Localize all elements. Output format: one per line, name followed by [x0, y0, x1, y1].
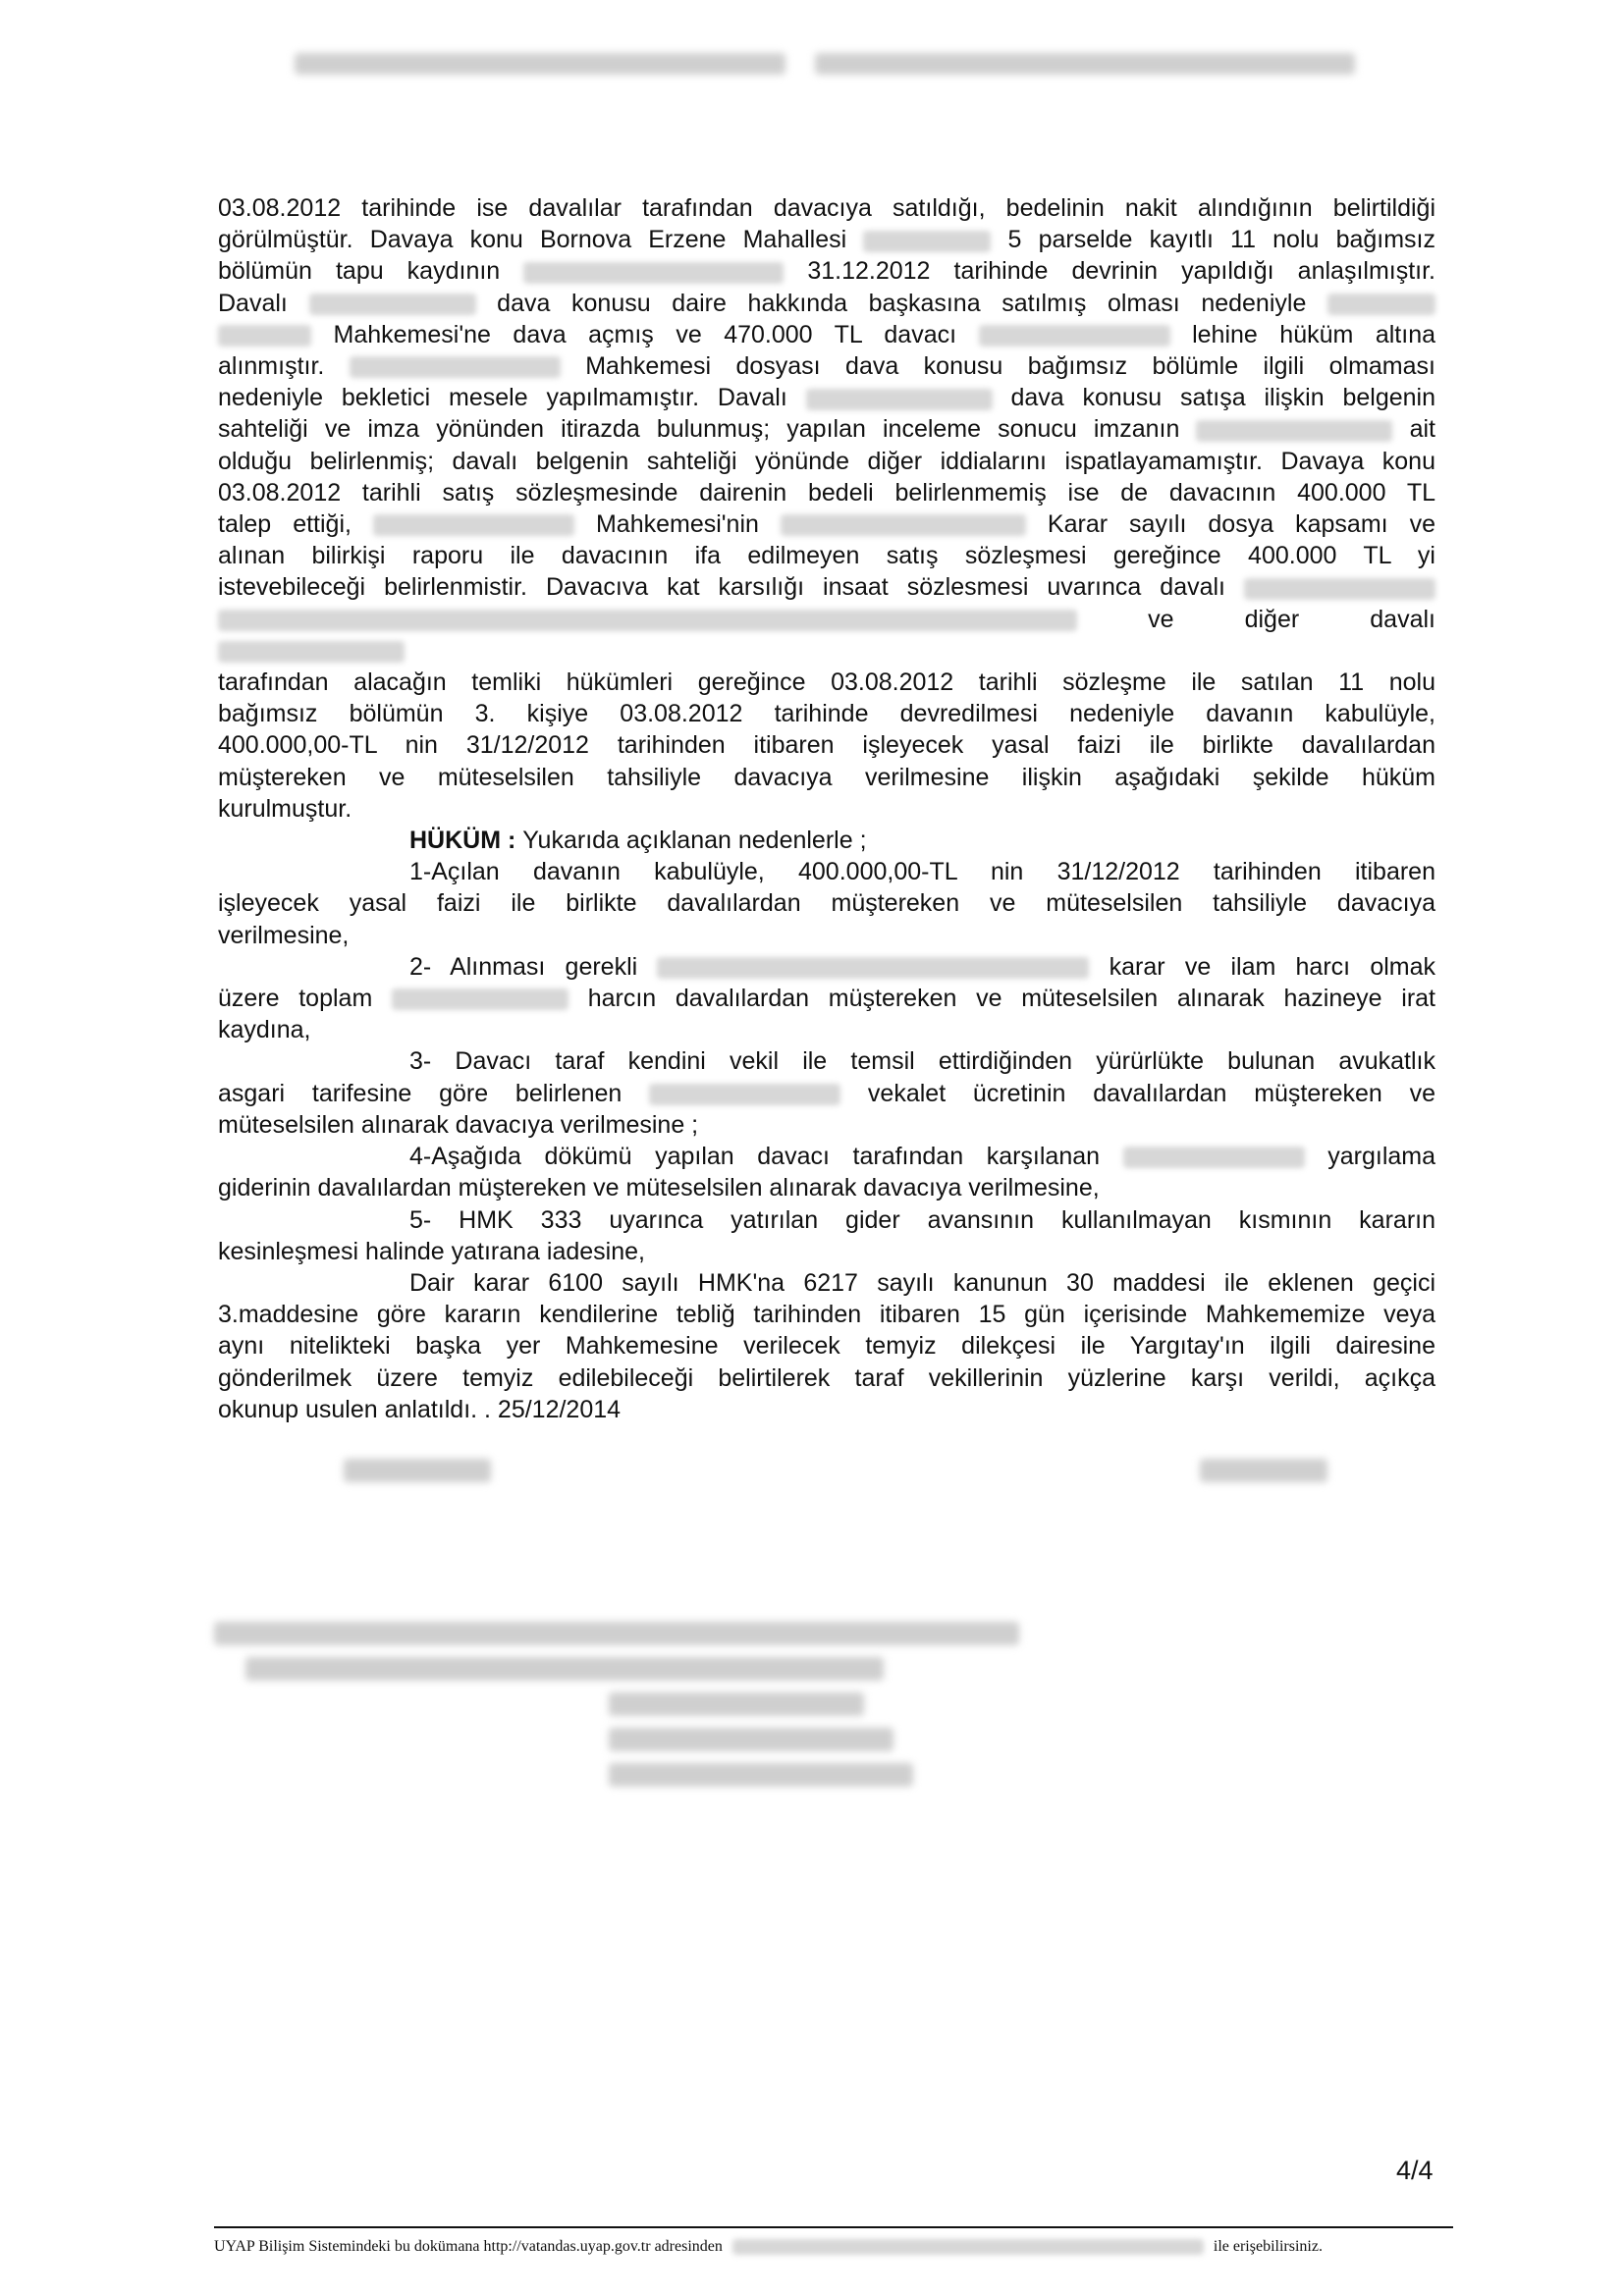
redacted-text: [1327, 294, 1435, 315]
text-line: [218, 319, 1435, 350]
text-segment: Davalı: [218, 289, 309, 317]
text-segment: vekalet ücretinin davalılardan müştereken ve: [867, 1079, 1435, 1107]
footer-text-after: ile erişebilirsiniz.: [1213, 2238, 1323, 2255]
text-segment: nedeniyle bekletici mesele yapılmamıştır. Davalı: [218, 384, 806, 412]
text-line: [218, 920, 1435, 951]
text-segment: bağımsız bölümün 3. kişiye 03.08.2012 tarihinde devredilmesi nedeniyle davanın kabulüyle,: [218, 700, 1435, 728]
text-segment: harcın davalılardan müştereken ve müteselsilen alınarak hazineye irat: [587, 985, 1435, 1013]
text-segment: sahteliği ve imza yönünden itirazda bulunmuş; yapılan inceleme sonucu imzanın: [218, 415, 1197, 444]
text-segment: istevebileceği belirlenmistir. Davacıva kat karsılığı insaat sözlesmesi uvarınca davalı: [218, 573, 1244, 602]
text-line: [218, 1362, 1435, 1394]
text-segment: müteselsilen alınarak davacıya verilmesine ;: [218, 1110, 699, 1139]
text-line: [218, 288, 1435, 319]
judge-signature-redacted: [1200, 1459, 1327, 1482]
text-line: [218, 604, 1435, 667]
text-line: [218, 1394, 1435, 1425]
text-segment: olduğu belirlenmiş; davalı belgenin sahteliği yönünde diğer iddialarını ispatlayamamıştır. Davaya konu: [218, 447, 1435, 475]
text-line: [218, 1109, 1435, 1141]
text-segment: Dair karar 6100 sayılı HMK'na 6217 sayılı kanunun 30 maddesi ile eklenen geçici: [409, 1268, 1435, 1297]
text-line: [218, 698, 1435, 729]
text-segment: işleyecek yasal faizi ile birlikte davalılardan müştereken ve müteselsilen tahsiliyle davacıya: [218, 889, 1435, 918]
text-line: [218, 1236, 1435, 1267]
text-segment: okunup usulen anlatıldı. . 25/12/2014: [218, 1395, 622, 1423]
text-line: [218, 667, 1435, 698]
document-code-redacted: [732, 2239, 1204, 2255]
text-line: [218, 508, 1435, 540]
redacted-text: [218, 641, 405, 663]
text-segment: bölümün tapu kaydının: [218, 257, 524, 286]
text-segment: ve diğer davalı: [1148, 605, 1435, 633]
text-segment: kaydına,: [218, 1016, 311, 1044]
redacted-text: [1123, 1147, 1305, 1168]
verdict-heading: HÜKÜM :: [409, 827, 523, 855]
redacted-text: [523, 262, 784, 284]
text-segment: 1-Açılan davanın kabulüyle, 400.000,00-TL nin 31/12/2012 tarihinden itibaren: [409, 858, 1435, 886]
text-line: [218, 224, 1435, 255]
redacted-text: [863, 231, 991, 252]
text-line: [218, 477, 1435, 508]
text-segment: Karar sayılı dosya kapsamı ve: [1047, 510, 1435, 539]
clerk-signature-redacted: [344, 1459, 491, 1482]
page-header-redacted: [295, 53, 1355, 79]
document-body: [218, 192, 1435, 1425]
text-line: [218, 350, 1435, 382]
text-segment: 4-Aşağıda dökümü yapılan davacı tarafından karşılanan: [409, 1143, 1123, 1171]
text-segment: 31.12.2012 tarihinde devrinin yapıldığı anlaşılmıştır.: [807, 257, 1435, 286]
text-line: [218, 856, 1435, 887]
text-line: [218, 729, 1435, 761]
redacted-text: [979, 325, 1170, 347]
redacted-text: [657, 957, 1089, 979]
text-line: [218, 255, 1435, 287]
text-segment: kurulmuştur.: [218, 794, 352, 823]
text-segment: lehine hüküm altına: [1192, 320, 1436, 348]
text-segment: Mahkemesi'nin: [595, 510, 781, 539]
text-line: [218, 540, 1435, 571]
redacted-text: [806, 389, 993, 410]
redacted-text: [350, 356, 561, 378]
text-segment: aynı nitelikteki başka yer Mahkemesine verilecek temyiz dilekçesi ile Yargıtay'ın ilgili dairesine: [218, 1332, 1435, 1361]
text-line: [218, 1299, 1435, 1330]
text-segment: Yukarıda açıklanan nedenlerle ;: [522, 827, 867, 855]
text-line: [218, 382, 1435, 413]
redacted-text: [309, 294, 476, 315]
text-line: [218, 571, 1435, 603]
text-segment: alınan bilirkişi raporu ile davacının ifa edilmeyen satış sözleşmesi gereğince 400.000 TL yi: [218, 542, 1435, 570]
text-segment: görülmüştür. Davaya konu Bornova Erzene Mahallesi: [218, 226, 864, 254]
text-line: [218, 413, 1435, 445]
text-segment: giderinin davalılardan müştereken ve müteselsilen alınarak davacıya verilmesine,: [218, 1174, 1100, 1202]
text-segment: gönderilmek üzere temyiz edilebileceği belirtilerek taraf vekillerinin yüzlerine karşı verildi, açıkça: [218, 1363, 1435, 1392]
text-segment: müştereken ve müteselsilen tahsiliyle davacıya verilmesine ilişkin aşağıdaki şekilde hüküm: [218, 763, 1435, 791]
text-segment: 2- Alınması gerekli: [409, 952, 658, 981]
text-line: [218, 1014, 1435, 1045]
page-number: 4/4: [1396, 2156, 1434, 2185]
text-segment: dava konusu satışa ilişkin belgenin: [1010, 384, 1435, 412]
text-segment: 5 parselde kayıtlı 11 nolu bağımsız: [1007, 226, 1435, 254]
text-segment: Mahkemesi dosyası dava konusu bağımsız bölümle ilgili olmaması: [585, 352, 1435, 381]
text-segment: 400.000,00-TL nin 31/12/2012 tarihinden itibaren işleyecek yasal faizi ile birlikte davalılardan: [218, 731, 1435, 760]
text-segment: alınmıştır.: [218, 352, 350, 381]
redacted-text: [392, 988, 568, 1010]
text-line: [218, 1330, 1435, 1362]
redacted-text: [781, 514, 1026, 536]
footer: [214, 2238, 1453, 2256]
text-segment: verilmesine,: [218, 921, 350, 949]
text-line: [218, 1078, 1435, 1109]
text-line: [218, 951, 1435, 983]
redacted-text: [218, 610, 1077, 631]
redacted-text: [373, 514, 574, 536]
text-line: [218, 1141, 1435, 1172]
text-segment: karar ve ilam harcı olmak: [1109, 952, 1436, 981]
footer-text-before: UYAP Bilişim Sistemindeki bu dokümana http://vatandas.uyap.gov.tr adresinden: [214, 2238, 723, 2255]
text-segment: kesinleşmesi halinde yatırana iadesine,: [218, 1237, 645, 1265]
text-line: [218, 825, 1435, 856]
text-line: [218, 446, 1435, 477]
text-line: [218, 983, 1435, 1014]
redacted-text: [1196, 420, 1392, 442]
text-line: [218, 1045, 1435, 1077]
text-segment: 3- Davacı taraf kendini vekil ile temsil ettirdiğinden yürürlükte bulunan avukatlık: [409, 1047, 1435, 1076]
text-segment: üzere toplam: [218, 985, 392, 1013]
text-line: [218, 762, 1435, 793]
text-line: [218, 1172, 1435, 1203]
footer-divider: [214, 2226, 1453, 2228]
text-line: [218, 1204, 1435, 1236]
text-segment: 3.maddesine göre kararın kendilerine tebliğ tarihinden itibaren 15 gün içerisinde Mahkememize veya: [218, 1301, 1435, 1329]
redacted-text: [1244, 578, 1435, 600]
text-segment: asgari tarifesine göre belirlenen: [218, 1079, 650, 1107]
text-segment: Mahkemesi'ne dava açmış ve 470.000 TL davacı: [333, 320, 979, 348]
text-segment: yargılama: [1327, 1143, 1435, 1171]
text-segment: 5- HMK 333 uyarınca yatırılan gider avansının kullanılmayan kısmının kararın: [409, 1205, 1435, 1234]
text-segment: dava konusu daire hakkında başkasına satılmış olması nedeniyle: [497, 289, 1327, 317]
text-segment: ait: [1409, 415, 1435, 444]
text-line: [218, 192, 1435, 224]
text-segment: talep ettiği,: [218, 510, 373, 539]
text-line: [218, 887, 1435, 919]
redacted-text: [649, 1084, 840, 1105]
text-segment: tarafından alacağın temliki hükümleri gereğince 03.08.2012 tarihli sözleşme ile satılan 11 nolu: [218, 668, 1435, 697]
text-segment: 03.08.2012 tarihli satış sözleşmesinde dairenin bedeli belirlenmemiş ise de davacının 400.000 TL: [218, 478, 1435, 507]
text-line: [218, 1267, 1435, 1299]
text-line: [218, 793, 1435, 825]
redacted-text: [218, 325, 311, 347]
text-segment: 03.08.2012 tarihinde ise davalılar tarafından davacıya satıldığı, bedelinin nakit alındığının belirtildiği: [218, 194, 1435, 222]
